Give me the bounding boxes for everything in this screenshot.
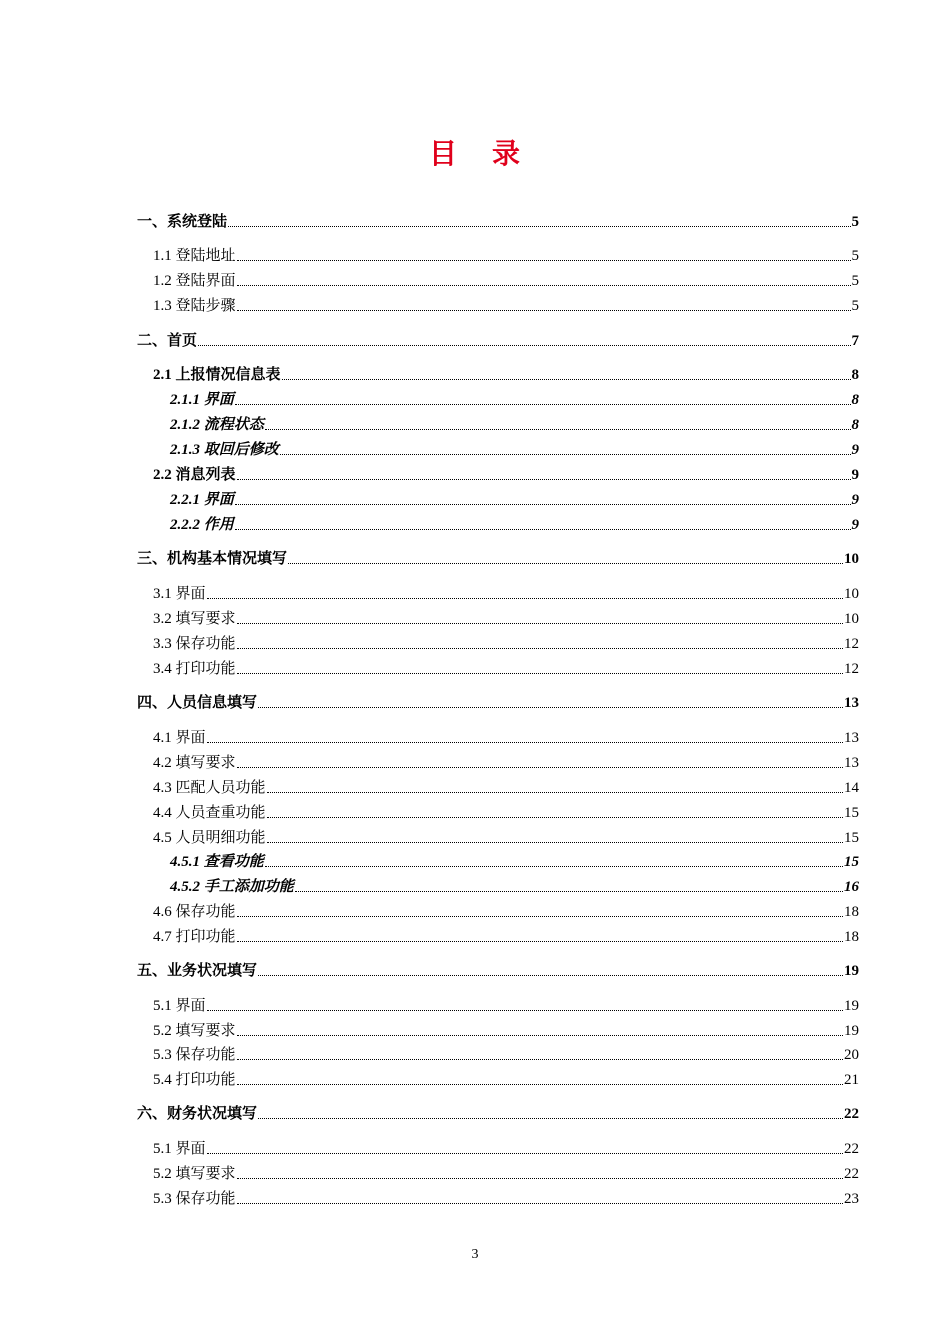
dot-leader <box>237 245 851 261</box>
toc-entry-subsection[interactable] <box>170 876 859 898</box>
dot-leader <box>237 658 843 674</box>
toc-entry-page: 19 <box>844 963 859 979</box>
dot-leader <box>237 464 851 480</box>
toc-entry-label: 5.1 界面 <box>153 998 206 1014</box>
toc-entry-page: 13 <box>844 695 859 711</box>
toc-entry-page: 5 <box>851 298 859 314</box>
toc-entry-subsection[interactable] <box>170 851 859 873</box>
toc-entry-page: 9 <box>851 442 859 458</box>
toc-entry-page: 8 <box>851 417 859 433</box>
toc-entry-label: 2.1 上报情况信息表 <box>153 367 281 383</box>
toc-entry-page: 18 <box>844 929 859 945</box>
dot-leader <box>237 1188 843 1204</box>
toc-entry-label: 4.7 打印功能 <box>153 929 236 945</box>
toc-entry-section[interactable] <box>153 901 859 923</box>
toc-entry-page: 10 <box>844 551 859 567</box>
dot-leader <box>237 270 851 286</box>
toc-entry-label: 2.2.1 界面 <box>170 492 234 508</box>
toc-entry-page: 23 <box>844 1191 859 1207</box>
toc-entry-page: 5 <box>851 214 859 230</box>
toc-entry-subsection[interactable] <box>170 514 859 536</box>
toc-entry-section[interactable] <box>153 245 859 267</box>
toc-entry-section[interactable] <box>153 995 859 1017</box>
toc-entry-section[interactable] <box>153 633 859 655</box>
toc-entry-section[interactable] <box>153 827 859 849</box>
toc-entry-section[interactable] <box>153 608 859 630</box>
dot-leader <box>207 995 843 1011</box>
toc-entry-page: 9 <box>851 517 859 533</box>
toc-entry-section[interactable] <box>153 270 859 292</box>
toc-entry-label: 4.5 人员明细功能 <box>153 830 266 846</box>
toc-entry-chapter[interactable] <box>137 692 859 714</box>
toc-entry-page: 12 <box>844 661 859 677</box>
toc-entry-section[interactable] <box>153 1163 859 1185</box>
toc-entry-section[interactable] <box>153 1044 859 1066</box>
toc-entry-page: 14 <box>844 780 859 796</box>
toc-entry-section[interactable] <box>153 777 859 799</box>
toc-entry-section[interactable] <box>153 583 859 605</box>
toc-entry-page: 9 <box>851 492 859 508</box>
toc-entry-label: 5.4 打印功能 <box>153 1072 236 1088</box>
dot-leader <box>288 548 843 564</box>
toc-entry-label: 1.1 登陆地址 <box>153 248 236 264</box>
toc-entry-section[interactable] <box>153 464 859 486</box>
toc-entry-label: 4.5.2 手工添加功能 <box>170 879 294 895</box>
dot-leader <box>267 827 843 843</box>
dot-leader <box>207 1138 843 1154</box>
toc-entry-section[interactable] <box>153 752 859 774</box>
toc-entry-label: 5.3 保存功能 <box>153 1047 236 1063</box>
toc-entry-label: 2.1.3 取回后修改 <box>170 442 279 458</box>
toc-entry-label: 2.1.2 流程状态 <box>170 417 264 433</box>
toc-entry-label: 5.1 界面 <box>153 1141 206 1157</box>
toc-entry-page: 10 <box>844 611 859 627</box>
toc-entry-page: 22 <box>844 1106 859 1122</box>
dot-leader <box>282 364 851 380</box>
toc-entry-section[interactable] <box>153 1188 859 1210</box>
toc-entry-label: 三、机构基本情况填写 <box>137 551 288 567</box>
toc-entry-page: 19 <box>844 1023 859 1039</box>
toc-entry-section[interactable] <box>153 926 859 948</box>
toc-entry-label: 2.2 消息列表 <box>153 467 236 483</box>
dot-leader <box>265 414 851 430</box>
toc-entry-section[interactable] <box>153 727 859 749</box>
toc-entry-page: 15 <box>844 830 859 846</box>
dot-leader <box>237 633 843 649</box>
dot-leader <box>265 851 843 867</box>
toc-entry-chapter[interactable] <box>137 211 859 233</box>
dot-leader <box>235 489 851 505</box>
dot-leader <box>235 389 851 405</box>
toc-entry-label: 3.1 界面 <box>153 586 206 602</box>
toc-entry-page: 16 <box>844 879 859 895</box>
toc-entry-section[interactable] <box>153 658 859 680</box>
dot-leader <box>258 960 843 976</box>
toc-entry-page: 10 <box>844 586 859 602</box>
toc-entry-chapter[interactable] <box>137 330 859 352</box>
toc-entry-label: 六、财务状况填写 <box>137 1106 258 1122</box>
dot-leader <box>237 1044 843 1060</box>
toc-entry-label: 四、人员信息填写 <box>137 695 258 711</box>
toc-entry-label: 3.4 打印功能 <box>153 661 236 677</box>
toc-entry-subsection[interactable] <box>170 489 859 511</box>
toc-entry-label: 4.5.1 查看功能 <box>170 854 264 870</box>
dot-leader <box>237 608 843 624</box>
dot-leader <box>280 439 851 455</box>
dot-leader <box>198 330 850 346</box>
dot-leader <box>207 583 843 599</box>
toc-entry-page: 7 <box>851 333 859 349</box>
toc-entry-label: 二、首页 <box>137 333 198 349</box>
dot-leader <box>267 777 843 793</box>
toc-entry-label: 3.2 填写要求 <box>153 611 236 627</box>
toc-entry-page: 20 <box>844 1047 859 1063</box>
toc-entry-page: 21 <box>844 1072 859 1088</box>
toc-entry-subsection[interactable] <box>170 389 859 411</box>
toc-entry-page: 8 <box>851 392 859 408</box>
dot-leader <box>258 1103 843 1119</box>
toc-entry-page: 13 <box>844 730 859 746</box>
toc-title-char-2: 录 <box>492 139 522 170</box>
toc-entry-chapter[interactable] <box>137 1103 859 1125</box>
toc-entry-subsection[interactable] <box>170 414 859 436</box>
toc-entry-label: 3.3 保存功能 <box>153 636 236 652</box>
dot-leader <box>237 1020 843 1036</box>
toc-entry-label: 4.1 界面 <box>153 730 206 746</box>
toc-entry-page: 15 <box>844 854 859 870</box>
toc-entry-section[interactable] <box>153 1020 859 1042</box>
toc-entry-label: 2.2.2 作用 <box>170 517 234 533</box>
toc-entry-label: 1.3 登陆步骤 <box>153 298 236 314</box>
toc-entry-page: 15 <box>844 805 859 821</box>
toc-entry-label: 4.3 匹配人员功能 <box>153 780 266 796</box>
toc-entry-label: 5.3 保存功能 <box>153 1191 236 1207</box>
toc-entry-section[interactable] <box>153 295 859 317</box>
toc-entry-page: 9 <box>851 467 859 483</box>
dot-leader <box>267 802 843 818</box>
toc-entry-section[interactable] <box>153 802 859 824</box>
toc-title <box>0 132 950 172</box>
dot-leader <box>237 752 843 768</box>
toc-entry-subsection[interactable] <box>170 439 859 461</box>
toc-entry-section[interactable] <box>153 1069 859 1091</box>
toc-entry-page: 13 <box>844 755 859 771</box>
toc-entry-label: 1.2 登陆界面 <box>153 273 236 289</box>
toc-entry-label: 4.6 保存功能 <box>153 904 236 920</box>
toc-entry-page: 5 <box>851 248 859 264</box>
toc-entry-label: 2.1.1 界面 <box>170 392 234 408</box>
toc-entry-chapter[interactable] <box>137 548 859 570</box>
dot-leader <box>237 1163 843 1179</box>
toc-entry-section[interactable] <box>153 1138 859 1160</box>
toc-entry-page: 22 <box>844 1141 859 1157</box>
dot-leader <box>237 295 851 311</box>
dot-leader <box>235 514 851 530</box>
toc-title-char-1: 目 <box>428 139 458 170</box>
toc-entry-page: 5 <box>851 273 859 289</box>
toc-entry-section[interactable] <box>153 364 859 386</box>
toc-entry-chapter[interactable] <box>137 960 859 982</box>
toc-entry-label: 一、系统登陆 <box>137 214 228 230</box>
toc-entry-page: 18 <box>844 904 859 920</box>
dot-leader <box>207 727 843 743</box>
page-number: 3 <box>471 1247 479 1262</box>
toc-entry-label: 五、业务状况填写 <box>137 963 258 979</box>
dot-leader <box>228 211 850 227</box>
toc-entry-page: 22 <box>844 1166 859 1182</box>
toc-entry-page: 8 <box>851 367 859 383</box>
dot-leader <box>295 876 843 892</box>
toc-entry-label: 4.4 人员查重功能 <box>153 805 266 821</box>
dot-leader <box>237 1069 843 1085</box>
toc-entry-label: 5.2 填写要求 <box>153 1166 236 1182</box>
toc-entry-label: 4.2 填写要求 <box>153 755 236 771</box>
dot-leader <box>237 901 843 917</box>
toc-entry-page: 19 <box>844 998 859 1014</box>
dot-leader <box>258 692 843 708</box>
toc-entry-label: 5.2 填写要求 <box>153 1023 236 1039</box>
toc-entry-page: 12 <box>844 636 859 652</box>
dot-leader <box>237 926 843 942</box>
